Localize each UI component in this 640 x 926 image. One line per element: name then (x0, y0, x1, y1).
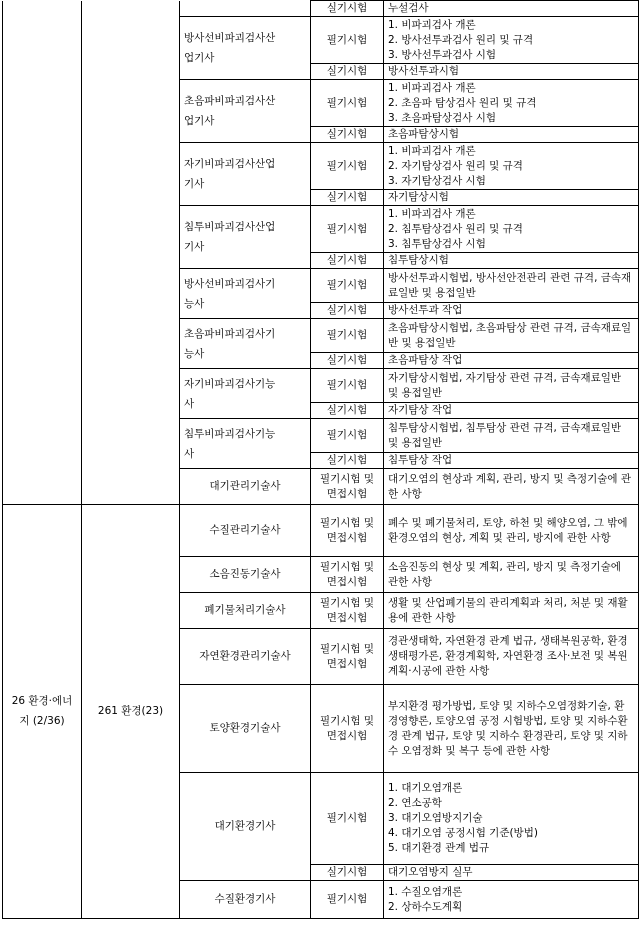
exam-subject-cell: 자기탐상 작업 (384, 403, 639, 419)
exam-subject-cell: 방사선투과시험법, 방사선안전관리 관련 규격, 금속재료일반 및 용접일반 (384, 269, 639, 303)
subject-line: 2. 연소공학 (388, 797, 442, 809)
subject-line: 3. 방사선투과검사 시험 (388, 48, 496, 61)
cert-name: 초음파비파괴검사산업기사 (184, 95, 276, 127)
exam-type-cell: 필기시험 (311, 419, 384, 453)
exam-type-cell: 필기시험 및 면접시험 (311, 557, 384, 593)
cert-name-cell (180, 80, 311, 143)
exam-type-cell: 실기시험 (311, 453, 384, 469)
subject-line: 3. 침투탐상검사 시험 (388, 237, 486, 250)
subject-line: 1. 대기오염개론 (388, 782, 463, 794)
exam-subject-cell: 폐수 및 폐기물처리, 토양, 하천 및 해양오염, 그 밖에 환경오염의 현상, 계획 및 관리, 방지에 관한 사항 (384, 505, 639, 557)
exam-type-cell: 필기시험 및 면접시험 (311, 685, 384, 773)
cert-name-cell (180, 206, 311, 269)
exam-subject-cell: 방사선투과 작업 (384, 303, 639, 319)
field-sub-cell: 261 환경(23) (82, 505, 180, 919)
cert-name: 자기비파괴검사산업기사 (184, 158, 276, 190)
exam-type-cell: 필기시험 (311, 17, 384, 64)
exam-subject-table-lower (2, 504, 639, 919)
subject-line: 2. 자기탐상검사 원리 및 규격 (388, 159, 523, 172)
exam-type-cell: 필기시험 및 면접시험 (311, 469, 384, 505)
exam-type-cell: 필기시험 (311, 319, 384, 353)
cert-name-cell (180, 17, 311, 80)
exam-subject-table (2, 0, 639, 505)
cert-name: 자기비파괴검사기능사 (184, 377, 276, 410)
subject-line: 1. 수질오염개론 (388, 885, 463, 898)
cert-name-cell (180, 143, 311, 206)
exam-type-cell: 실기시험 (311, 253, 384, 269)
exam-subject-cell: 초음파탐상 작업 (384, 353, 639, 369)
subject-line: 3. 초음파탐상검사 시험 (388, 111, 496, 124)
cert-name-cell (180, 419, 311, 469)
subject-line: 2. 상하수도계획 (388, 900, 463, 913)
exam-subject-cell (384, 143, 639, 190)
cert-name-cell: 토양환경기술사 (180, 685, 311, 773)
subject-line: 5. 대기환경 관계 법규 (388, 842, 490, 854)
exam-subject-cell (384, 17, 639, 64)
exam-subject-cell: 대기오염방지 실무 (384, 865, 639, 881)
exam-subject-cell: 생활 및 산업폐기물의 관리계획과 처리, 처분 및 재활용에 관한 사항 (384, 593, 639, 629)
cert-name-cell (180, 369, 311, 419)
exam-type-cell: 실기시험 (311, 64, 384, 80)
subject-line: 1. 비파괴검사 개론 (388, 81, 476, 94)
cert-name-cell: 수질환경기사 (180, 881, 311, 919)
exam-type-cell: 실기시험 (311, 303, 384, 319)
subject-line: 1. 비파괴검사 개론 (388, 144, 476, 157)
exam-type-cell: 필기시험 (311, 206, 384, 253)
exam-subject-cell: 침투탐상 작업 (384, 453, 639, 469)
subject-line: 3. 자기탐상검사 시험 (388, 174, 486, 187)
exam-subject-cell (384, 206, 639, 253)
exam-type-cell: 실기시험 (311, 190, 384, 206)
cert-name-cell (180, 269, 311, 319)
exam-type-cell: 필기시험 (311, 80, 384, 127)
exam-type-cell: 필기시험 및 면접시험 (311, 505, 384, 557)
cert-name-cell: 대기관리기술사 (180, 469, 311, 505)
subject-line: 2. 침투탐상검사 원리 및 규격 (388, 222, 523, 235)
cert-name-cell (180, 1, 311, 17)
exam-type-cell: 필기시험 (311, 881, 384, 919)
field-main-cell (3, 1, 82, 505)
exam-type-cell: 실기시험 (311, 865, 384, 881)
exam-type-cell: 필기시험 (311, 773, 384, 865)
exam-subject-cell (384, 773, 639, 865)
cert-name: 침투비파괴검사기능사 (184, 427, 276, 460)
cert-name-cell: 소음진동기술사 (180, 557, 311, 593)
exam-subject-cell (384, 881, 639, 919)
cert-name: 침투비파괴검사산업기사 (184, 221, 276, 253)
exam-subject-cell: 소음진동의 현상 및 계획, 관리, 방지 및 측정기술에 관한 사항 (384, 557, 639, 593)
exam-type-cell: 실기시험 (311, 353, 384, 369)
cert-name-cell: 폐기물처리기술사 (180, 593, 311, 629)
exam-type-cell: 필기시험 및 면접시험 (311, 593, 384, 629)
cert-name-cell: 대기환경기사 (180, 773, 311, 881)
field-main-cell (3, 505, 82, 919)
exam-type-cell: 필기시험 (311, 369, 384, 403)
exam-subject-cell: 부지환경 평가방법, 토양 및 지하수오염정화기술, 환경영향론, 토양오염 공정 시험방법, 토양 및 지하수환경 관계 법규, 토양 및 지하수 환경관리, 토양 및 지하수 오염정화 및 복구 등에 관한 사항 (384, 685, 639, 773)
subject-line: 2. 초음파 탐상검사 원리 및 규격 (388, 96, 537, 109)
field-sub-cell (82, 1, 180, 505)
subject-line: 3. 대기오염방지기술 (388, 812, 483, 824)
exam-type-cell: 실기시험 (311, 127, 384, 143)
subject-line: 2. 방사선투과검사 원리 및 규격 (388, 33, 534, 46)
exam-subject-cell: 초음파탐상시험 (384, 127, 639, 143)
cert-name-cell (180, 319, 311, 369)
subject-line: 4. 대기오염 공정시험 기준(방법) (388, 827, 538, 839)
cert-name: 방사선비파괴검사산업기사 (184, 32, 276, 64)
subject-line: 1. 비파괴검사 개론 (388, 18, 476, 31)
exam-subject-cell: 자기탐상시험 (384, 190, 639, 206)
field-main-label: 26 환경·에너지 (2/36) (11, 695, 73, 728)
cert-name: 초음파비파괴검사기능사 (184, 327, 276, 360)
exam-type-cell: 필기시험 (311, 269, 384, 303)
exam-subject-cell: 침투탐상시험 (384, 253, 639, 269)
exam-type-cell: 실기시험 (311, 1, 384, 17)
exam-subject-cell: 대기오염의 현상과 계획, 관리, 방지 및 측정기술에 관한 사항 (384, 469, 639, 505)
exam-subject-cell: 침투탐상시험법, 침투탐상 관련 규격, 금속재료일반 및 용접일반 (384, 419, 639, 453)
exam-subject-cell: 초음파탐상시험법, 초음파탐상 관련 규격, 금속재료일반 및 용접일반 (384, 319, 639, 353)
cert-name-cell: 자연환경관리기술사 (180, 629, 311, 685)
cert-name-cell: 수질관리기술사 (180, 505, 311, 557)
exam-subject-cell: 방사선투과시험 (384, 64, 639, 80)
subject-line: 1. 비파괴검사 개론 (388, 207, 476, 220)
exam-type-cell: 필기시험 (311, 143, 384, 190)
exam-subject-cell: 누설검사 (384, 1, 639, 17)
exam-subject-cell: 경관생태학, 자연환경 관계 법규, 생태복원공학, 환경생태평가론, 환경계획학, 자연환경 조사·보전 및 복원계획·시공에 관한 사항 (384, 629, 639, 685)
cert-name: 방사선비파괴검사기능사 (184, 277, 276, 310)
exam-type-cell: 필기시험 및 면접시험 (311, 629, 384, 685)
exam-subject-cell: 자기탐상시험법, 자기탐상 관련 규격, 금속재료일반 및 용접일반 (384, 369, 639, 403)
exam-subject-cell (384, 80, 639, 127)
exam-type-cell: 실기시험 (311, 403, 384, 419)
